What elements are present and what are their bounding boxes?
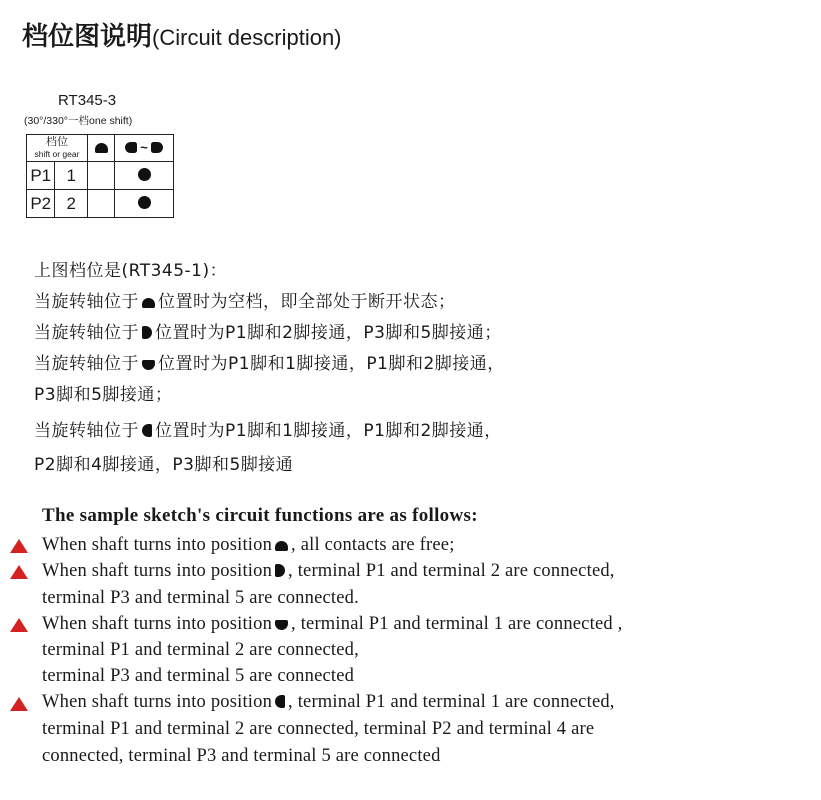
en-item-post: , all contacts are free; xyxy=(291,535,455,555)
half-circle-right-icon xyxy=(275,564,285,577)
half-circle-top-icon xyxy=(95,143,108,153)
english-heading: The sample sketch's circuit functions are as follows: xyxy=(42,505,478,526)
en-item-2-cont-1: terminal P3 and terminal 5 are connected. xyxy=(42,588,359,608)
cn-line-pre: 当旋转轴位于 xyxy=(34,421,139,441)
en-item-2 xyxy=(42,561,615,582)
en-item-3-cont-2: terminal P3 and terminal 5 are connected xyxy=(42,666,355,686)
header-shift-en: shift or gear xyxy=(34,149,80,159)
half-circle-left-icon xyxy=(125,142,137,153)
contact-dot-icon xyxy=(138,196,151,209)
header-shift-cn: 档位 xyxy=(46,135,68,148)
row-off-cell xyxy=(88,190,115,218)
header-shift-cell xyxy=(27,135,88,162)
en-item-3 xyxy=(42,614,622,635)
row-terminal: P1 xyxy=(27,162,55,190)
cn-line-pre: 当旋转轴位于 xyxy=(34,292,139,312)
row-number: 1 xyxy=(55,162,88,190)
cn-line-5 xyxy=(34,416,502,441)
table-header-row xyxy=(27,135,174,162)
half-circle-left-icon xyxy=(142,424,152,437)
half-circle-left-icon xyxy=(275,695,285,708)
en-item-pre: When shaft turns into position xyxy=(42,692,273,712)
red-triangle-bullet-icon xyxy=(10,697,28,711)
half-circle-top-icon xyxy=(142,298,155,308)
half-circle-right-icon xyxy=(151,142,163,153)
red-triangle-bullet-icon xyxy=(10,539,28,553)
row-number: 2 xyxy=(55,190,88,218)
row-on-cell xyxy=(115,162,174,190)
half-circle-bottom-icon xyxy=(142,360,155,370)
cn-line-pre: 当旋转轴位于 xyxy=(34,354,139,374)
en-item-pre: When shaft turns into position xyxy=(42,614,273,634)
model-name: RT345-3 xyxy=(58,92,117,109)
table-row xyxy=(27,162,174,190)
en-item-4-cont-2: connected, terminal P3 and terminal 5 are connected xyxy=(42,746,441,766)
cn-intro: 上图档位是(RT345-1)： xyxy=(34,261,228,281)
cn-line-2 xyxy=(34,318,502,343)
half-circle-top-icon xyxy=(275,541,288,551)
cn-line-6: P2脚和4脚接通，P3脚和5脚接通 xyxy=(34,455,294,475)
en-item-3-cont-1: terminal P1 and terminal 2 are connected, xyxy=(42,640,359,660)
en-item-4-cont-1: terminal P1 and terminal 2 are connected, terminal P2 and terminal 4 are xyxy=(42,719,595,739)
page-title xyxy=(22,16,342,53)
en-item-1 xyxy=(42,535,455,556)
cn-line-post: 位置时为P1脚和2脚接通，P3脚和5脚接通； xyxy=(155,323,502,343)
range-separator: ~ xyxy=(140,140,148,155)
en-item-post: , terminal P1 and terminal 1 are connected , xyxy=(291,614,623,634)
header-position-range xyxy=(115,135,174,162)
title-chinese: 档位图说明 xyxy=(22,22,153,52)
row-off-cell xyxy=(88,162,115,190)
model-note: (30°/330°一档one shift) xyxy=(24,115,133,127)
table-row xyxy=(27,190,174,218)
red-triangle-bullet-icon xyxy=(10,565,28,579)
cn-line-post: 位置时为P1脚和1脚接通，P1脚和2脚接通， xyxy=(155,421,502,441)
cn-line-post: 位置时为空档，即全部处于断开状态； xyxy=(158,292,456,312)
half-circle-right-icon xyxy=(142,326,152,339)
half-circle-bottom-icon xyxy=(275,620,288,630)
title-english: (Circuit description) xyxy=(152,25,342,50)
cn-line-pre: 当旋转轴位于 xyxy=(34,323,139,343)
row-terminal: P2 xyxy=(27,190,55,218)
cn-line-3 xyxy=(34,349,505,374)
contact-dot-icon xyxy=(138,168,151,181)
red-triangle-bullet-icon xyxy=(10,618,28,632)
en-item-pre: When shaft turns into position xyxy=(42,561,273,581)
en-item-4 xyxy=(42,692,615,713)
cn-line-4: P3脚和5脚接通； xyxy=(34,385,173,405)
en-item-pre: When shaft turns into position xyxy=(42,535,273,555)
en-item-post: , terminal P1 and terminal 2 are connected, xyxy=(288,561,615,581)
cn-line-post: 位置时为P1脚和1脚接通，P1脚和2脚接通， xyxy=(158,354,505,374)
header-position-off xyxy=(88,135,115,162)
cn-line-1 xyxy=(34,287,456,312)
position-table xyxy=(26,134,174,218)
row-on-cell xyxy=(115,190,174,218)
en-item-post: , terminal P1 and terminal 1 are connected, xyxy=(288,692,615,712)
